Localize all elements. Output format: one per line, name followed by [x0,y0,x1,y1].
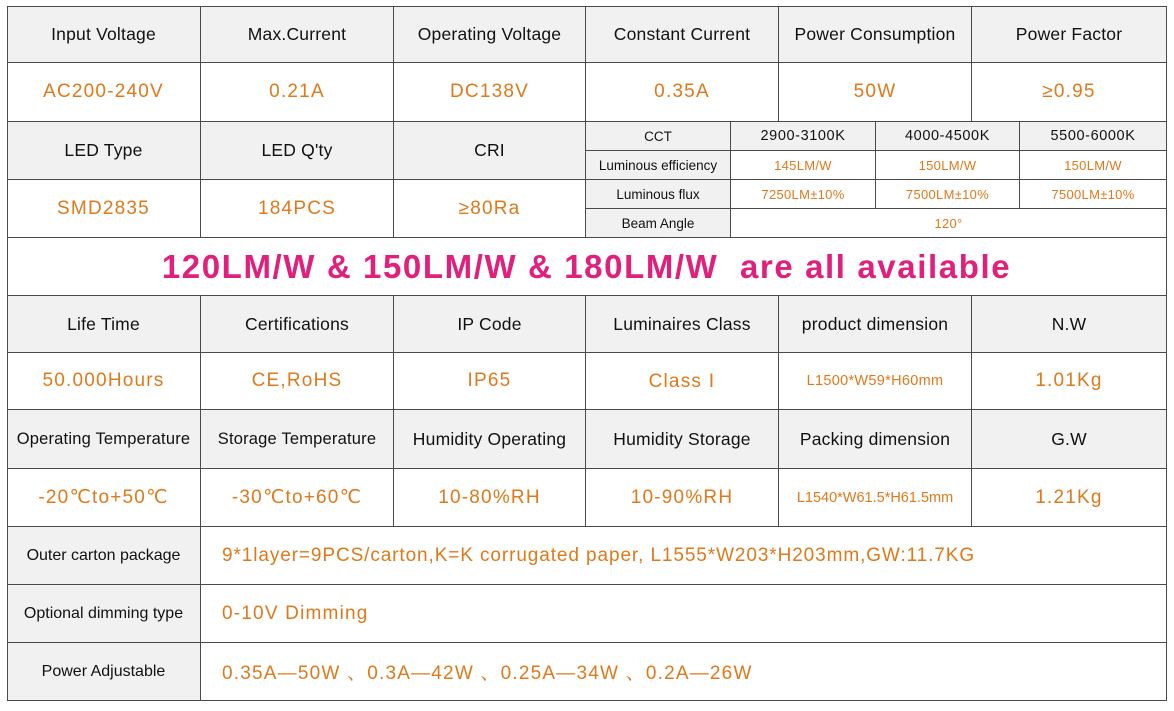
header-luminaires-class: Luminaires Class [586,296,779,353]
value-operating-temperature: -20℃to+50℃ [7,469,201,527]
header-power-factor: Power Factor [972,6,1167,63]
value-beam-angle: 120° [731,209,1167,238]
header-net-weight: N.W [972,296,1167,353]
value-input-voltage: AC200-240V [7,63,201,122]
value-luminaires-class: Class Ⅰ [586,353,779,410]
efficiency-banner: 120LM/W & 150LM/W & 180LM/W are all available [7,238,1167,296]
header-max-current: Max.Current [201,6,394,63]
header-ip-code: IP Code [394,296,586,353]
value-optional-dimming-type: 0-10V Dimming [201,585,1167,643]
value-constant-current: 0.35A [586,63,779,122]
value-ip-code: IP65 [394,353,586,410]
header-cri: CRI [394,122,586,180]
value-life-time: 50.000Hours [7,353,201,410]
value-flux-neutral: 7500LM±10% [876,180,1020,209]
value-operating-voltage: DC138V [394,63,586,122]
value-cct-cool: 5500-6000K [1020,122,1167,151]
value-net-weight: 1.01Kg [972,353,1167,410]
value-humidity-storage: 10-90%RH [586,469,779,527]
label-outer-carton-package: Outer carton package [7,527,201,585]
label-luminous-efficiency: Luminous efficiency [586,151,731,180]
header-humidity-operating: Humidity Operating [394,410,586,469]
value-power-factor: ≥0.95 [972,63,1167,122]
header-led-qty: LED Q'ty [201,122,394,180]
label-beam-angle: Beam Angle [586,209,731,238]
value-max-current: 0.21A [201,63,394,122]
header-constant-current: Constant Current [586,6,779,63]
value-gross-weight: 1.21Kg [972,469,1167,527]
value-power-adjustable: 0.35A—50W 、0.3A—42W 、0.25A—34W 、0.2A—26W [201,643,1167,701]
value-efficiency-warm: 145LM/W [731,151,876,180]
value-product-dimension: L1500*W59*H60mm [779,353,972,410]
value-flux-cool: 7500LM±10% [1020,180,1167,209]
label-optional-dimming-type: Optional dimming type [7,585,201,643]
value-humidity-operating: 10-80%RH [394,469,586,527]
value-efficiency-cool: 150LM/W [1020,151,1167,180]
label-luminous-flux: Luminous flux [586,180,731,209]
header-input-voltage: Input Voltage [7,6,201,63]
value-certifications: CE,RoHS [201,353,394,410]
header-power-consumption: Power Consumption [779,6,972,63]
value-cri: ≥80Ra [394,180,586,238]
header-certifications: Certifications [201,296,394,353]
value-packing-dimension: L1540*W61.5*H61.5mm [779,469,972,527]
header-operating-temperature: Operating Temperature [7,410,201,469]
header-packing-dimension: Packing dimension [779,410,972,469]
value-cct-neutral: 4000-4500K [876,122,1020,151]
value-cct-warm: 2900-3100K [731,122,876,151]
header-product-dimension: product dimension [779,296,972,353]
label-cct: CCT [586,122,731,151]
value-outer-carton-package: 9*1layer=9PCS/carton,K=K corrugated paper, L1555*W203*H203mm,GW:11.7KG [201,527,1167,585]
value-efficiency-neutral: 150LM/W [876,151,1020,180]
value-power-consumption: 50W [779,63,972,122]
value-led-type: SMD2835 [7,180,201,238]
header-humidity-storage: Humidity Storage [586,410,779,469]
value-flux-warm: 7250LM±10% [731,180,876,209]
header-life-time: Life Time [7,296,201,353]
header-led-type: LED Type [7,122,201,180]
header-storage-temperature: Storage Temperature [201,410,394,469]
header-gross-weight: G.W [972,410,1167,469]
label-power-adjustable: Power Adjustable [7,643,201,701]
value-led-qty: 184PCS [201,180,394,238]
header-operating-voltage: Operating Voltage [394,6,586,63]
value-storage-temperature: -30℃to+60℃ [201,469,394,527]
